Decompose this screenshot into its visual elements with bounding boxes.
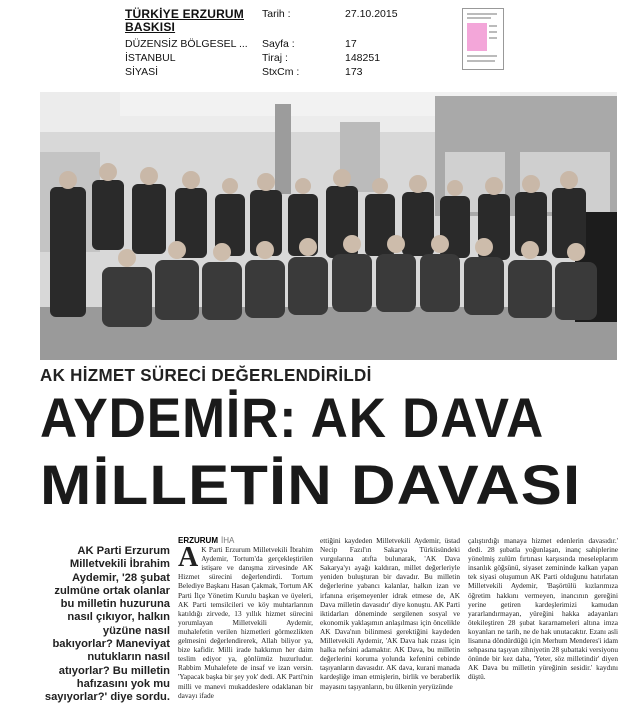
article-lede: AK Parti Erzurum Milletvekili İbrahim Aydemir, '28 şubat zulmüne ortak olanlar bu milletin huzuruna nasıl çıkıyor, halkın yüzüne nasıl bakıyorlar? Maneviyat nutukların nasıl atıyorlar? Bu milletin hafızasını yok mu sayıyorlar?' diye sordu. — [44, 545, 170, 704]
page-label: Sayfa : — [262, 38, 295, 50]
headline-line-1: AYDEMİR: AK DAVA — [40, 386, 545, 449]
group-photo-illustration — [40, 92, 617, 360]
publication-name: TÜRKİYE ERZURUM BASKISI — [125, 7, 244, 34]
stxcm-label: StxCm : — [262, 66, 300, 78]
byline-agency: İHA — [221, 536, 235, 545]
city: İSTANBUL — [125, 52, 176, 64]
article-column-1 — [178, 536, 313, 700]
clip-metadata — [0, 4, 627, 80]
headline-line-2: MİLLETİN DAVASI — [40, 453, 582, 516]
column-1-text: K Parti Erzurum Milletvekili İbrahim Aydemir, Tortum'da gerçekleştirilen istişare ve danışma zirvesinde AK Hizmet sürecini değerlendirdi. Tortum Belediye Başkanı Hasan Çakmak, Tortum AK Parti İlçe Yönetim Kurulu başkan ve üyeleri, AK Parti temsilcileri ve köy muhtarlarının katıldığı zirvede, 13 yıllık hizmet sürecini yorumlayan Milletvekili Aydemir, muhalefetin verilen hizmetleri görmezlikten gelmesini değerlendirerek, Allah biliyor ya, bize kafidir. Milli irade hakkımın her daim teslim ediyor ya, gönlümüz huzurludur. Rabbim Muhalefete de insaf ve izan versin. 'Yapacak başka bir şey yok' dedi. AK Parti'nin milli ve manevi mukaddeslere odaklanan bir davayı ifade — [178, 545, 313, 700]
stxcm-value: 173 — [345, 66, 363, 78]
date-label: Tarih : — [262, 8, 291, 20]
byline — [178, 536, 313, 545]
article-kicker: AK HİZMET SÜRECİ DEĞERLENDİRİLDİ — [40, 365, 372, 386]
article-column-2: ettiğini kaydeden Milletvekili Aydemir, üstad Necip Fazıl'ın Sakarya Türküsündeki vurgularına atıfta bulunarak, 'AK Dava Sakarya'yı ayağı kaldıran, millet değerleriyle yeniden buluşturan bir davadır. Bu milletin değerlerine yabancı kalanlar, halkın izan ve irfanına erişemeyenler idrak etmese de, AK Dava milletin davasıdır' diye konuştu. AK Parti iktidarları döneminde sergilenen sosyal ve ekonomik yaklaşımın anlaşılması için öncelikle AK Dava'nın bilinmesi gerektiğini kaydeden Milletvekili Aydemir, 'AK Dava hak rızası için halka nefsini adamaktır. AK Dava, bu milletin değerlerini koruma yolunda kefenini cebinde taşıyanların davasıdır. AK dava, kurani manada kardeşliğe iman etmişlerin, birlik ve beraberlik mayasını taşıyanların, bu ülkenin yeryüzünde — [320, 536, 460, 691]
category: SİYASİ — [125, 66, 159, 78]
drop-cap: A — [178, 542, 199, 574]
page-thumbnail — [462, 8, 504, 70]
page-value: 17 — [345, 38, 357, 50]
circulation-value: 148251 — [345, 52, 381, 64]
date-value: 27.10.2015 — [345, 8, 398, 20]
byline-location: ERZURUM — [178, 536, 218, 545]
article-column-3: çalıştırdığı manaya hizmet edenlerin davasıdır.' dedi. 28 şubatla yoğunlaşan, inanç sahiplerine yönelmiş zulüm fırtınası karşısında meseleplarım insanlık göğsünü, siyaset zemininde kalkan yapan tek siyasi oluşumun AK Parti olduğunu hatırlatan Milletvekili Aydemir, 'Başörtülü kızlarımıza öğretim hakkını vermeyen, inancının gereğini yerine getiren kardeşlerimizi kamudan yararlandırmayan, yüreğini hakka adayanları ötekileştiren 28 şubat kararnameleri altına imza koyanları ne tarih, ne de hak unutacaktır. Ezanı asli lisanına döndürdüğü için Merhum Menderes'i idam sehpasına taşıyan zihniyetin 28 şubattaki versiyonu önünde bir kez daha, 'Yeter, söz milletindir' diyen AK Dava bu milletin yüreğinin sesidir.' kaydını düştü. — [468, 536, 618, 682]
thumbnail-highlight — [467, 23, 487, 51]
edition-type: DÜZENSİZ BÖLGESEL ... — [125, 38, 248, 50]
group-photo — [40, 92, 617, 360]
circulation-label: Tiraj : — [262, 52, 288, 64]
